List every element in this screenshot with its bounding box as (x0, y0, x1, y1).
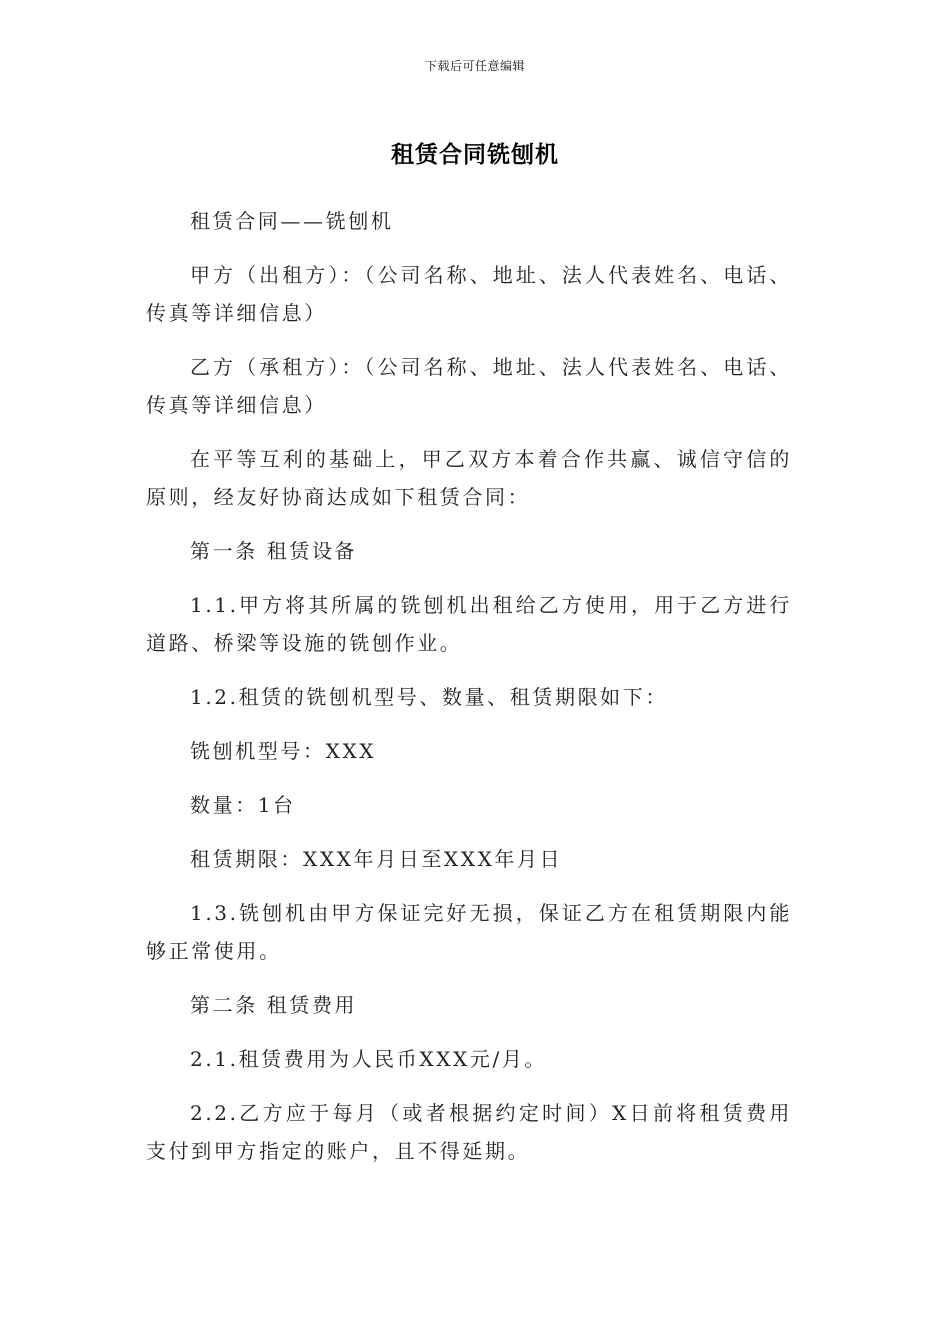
paragraph-party-b: 乙方（承租方）：（公司名称、地址、法人代表姓名、电话、传真等详细信息） (146, 355, 792, 417)
clause-2-2: 2.2.乙方应于每月（或者根据约定时间）X日前将租赁费用支付到甲方指定的账户，且不得延期。 (146, 1101, 792, 1163)
header-note: 下载后可任意编辑 (424, 59, 525, 73)
equipment-model: 铣刨机型号：XXX (190, 739, 377, 763)
paragraph-party-a: 甲方（出租方）：（公司名称、地址、法人代表姓名、电话、传真等详细信息） (146, 263, 792, 325)
paragraph-contract-name: 租赁合同——铣刨机 (190, 209, 394, 233)
document-body (146, 202, 792, 1186)
document-title: 租赁合同铣刨机 (391, 142, 559, 168)
clause-2-1: 2.1.租赁费用为人民币XXX元/月。 (190, 1047, 548, 1071)
lease-term: 租赁期限：XXX年月日至XXX年月日 (190, 847, 563, 871)
clause-1-3: 1.3.铣刨机由甲方保证完好无损，保证乙方在租赁期限内能够正常使用。 (146, 901, 792, 963)
section-heading-article-2: 第二条 租赁费用 (190, 993, 358, 1017)
paragraph-preamble: 在平等互利的基础上，甲乙双方本着合作共赢、诚信守信的原则，经友好协商达成如下租赁合同： (146, 447, 792, 509)
clause-1-1: 1.1.甲方将其所属的铣刨机出租给乙方使用，用于乙方进行道路、桥梁等设施的铣刨作业。 (146, 593, 792, 655)
equipment-quantity: 数量：1台 (190, 793, 296, 817)
clause-1-2: 1.2.租赁的铣刨机型号、数量、租赁期限如下： (190, 685, 668, 709)
section-heading-article-1: 第一条 租赁设备 (190, 539, 358, 563)
